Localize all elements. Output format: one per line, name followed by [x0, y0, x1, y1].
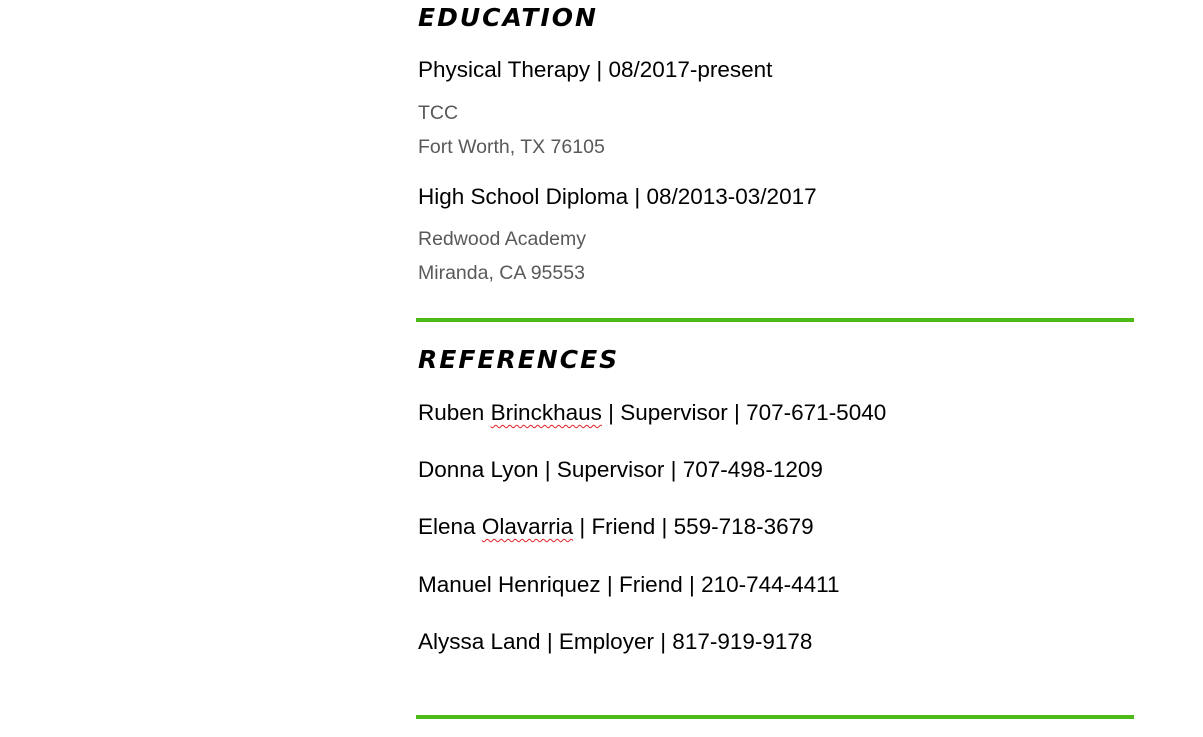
education-heading[interactable]: EDUCATION [418, 3, 598, 32]
reference-3-first-name: Elena [418, 514, 482, 539]
education-entry-1-school[interactable]: TCC [418, 102, 459, 124]
education-entry-1-location[interactable]: Fort Worth, TX 76105 [418, 136, 605, 158]
education-entry-2-location[interactable]: Miranda, CA 95553 [418, 262, 585, 284]
section-divider-bottom [416, 715, 1134, 719]
reference-line-1[interactable] [418, 402, 886, 425]
reference-3-last-name-misspelled[interactable]: Olavarria [481, 514, 574, 539]
reference-1-first-name: Ruben [418, 400, 491, 425]
reference-line-4[interactable]: Manuel Henriquez | Friend | 210-744-4411 [418, 572, 840, 597]
reference-1-details: | Supervisor | 707-671-5040 [601, 400, 887, 425]
education-entry-2-school[interactable]: Redwood Academy [418, 228, 587, 250]
references-heading[interactable]: REFERENCES [418, 345, 620, 374]
reference-line-2[interactable]: Donna Lyon | Supervisor | 707-498-1209 [418, 457, 823, 482]
reference-3-details: | Friend | 559-718-3679 [573, 514, 814, 539]
education-entry-2-title[interactable]: High School Diploma | 08/2013-03/2017 [418, 184, 817, 209]
reference-line-5[interactable]: Alyssa Land | Employer | 817-919-9178 [418, 629, 813, 654]
reference-1-last-name-misspelled[interactable]: Brinckhaus [490, 400, 602, 425]
reference-line-3[interactable] [418, 516, 814, 539]
section-divider-top [416, 318, 1134, 322]
education-entry-1-title[interactable]: Physical Therapy | 08/2017-present [418, 57, 773, 82]
